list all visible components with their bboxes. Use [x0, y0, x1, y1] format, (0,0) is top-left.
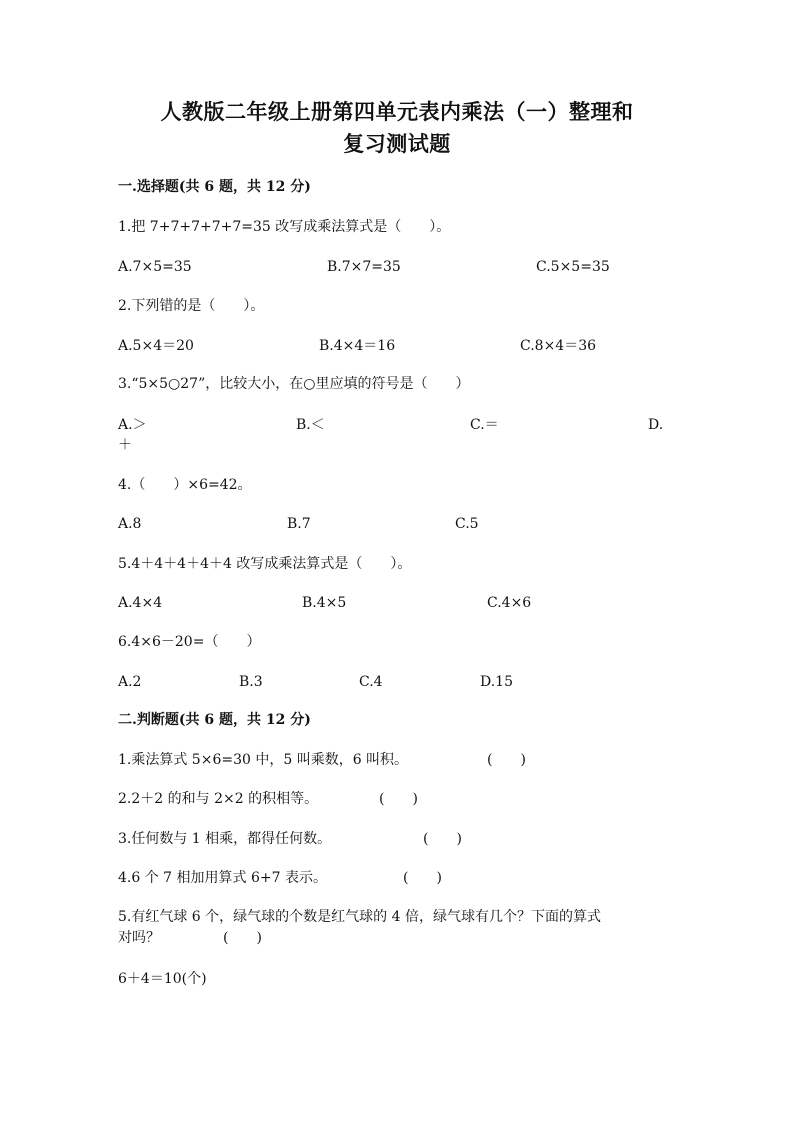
section-heading-choice: 一.选择题(共 6 题，共 12 分)	[118, 179, 311, 195]
answer-blank-2-2: ( )	[379, 791, 418, 807]
question-2-2: 2.2＋2 的和与 2×2 的积相等。	[118, 791, 319, 807]
section-heading-judgement: 二.判断题(共 6 题，共 12 分)	[118, 712, 311, 728]
option-1-2-b: B.4×4＝16	[319, 338, 396, 354]
option-1-6-b: B.3	[239, 674, 263, 690]
answer-blank-2-5: ( )	[223, 930, 262, 946]
option-1-3-b: B.＜	[296, 417, 325, 433]
option-1-4-a: A.8	[118, 516, 142, 532]
option-1-5-b: B.4×5	[302, 595, 347, 611]
title-line-1: 人教版二年级上册第四单元表内乘法（一）整理和	[160, 99, 634, 124]
question-2-5: 5.有红气球 6 个，绿气球的个数是红气球的 4 倍，绿气球有几个？下面的算式	[118, 909, 601, 925]
option-1-4-c: C.5	[455, 516, 479, 532]
option-1-6-c: C.4	[359, 674, 383, 690]
answer-blank-2-4: ( )	[403, 870, 442, 886]
question-2-1: 1.乘法算式 5×6=30 中，5 叫乘数，6 叫积。	[118, 752, 409, 768]
option-1-4-b: B.7	[287, 516, 311, 532]
question-1-1: 1.把 7+7+7+7+7=35 改写成乘法算式是（ ）。	[118, 219, 451, 235]
question-2-3: 3.任何数与 1 相乘，都得任何数。	[118, 831, 332, 847]
page-title	[100, 96, 694, 160]
option-1-5-c: C.4×6	[487, 595, 532, 611]
question-2-4: 4.6 个 7 相加用算式 6+7 表示。	[118, 870, 327, 886]
question-1-3: 3.“5×5○27”，比较大小，在○里应填的符号是（ ）	[118, 376, 470, 392]
question-1-4: 4.（ ）×6=42。	[118, 477, 252, 493]
answer-blank-2-1: ( )	[487, 752, 526, 768]
option-1-3-a: A.＞	[118, 417, 147, 433]
question-1-6: 6.4×6－20=（ ）	[118, 634, 261, 650]
option-1-1-c: C.5×5=35	[536, 259, 610, 275]
option-1-3-d: D.	[648, 417, 664, 433]
option-1-6-a: A.2	[118, 674, 142, 690]
option-1-3-c: C.＝	[470, 417, 499, 433]
option-1-1-b: B.7×7=35	[327, 259, 401, 275]
question-1-5: 5.4＋4＋4＋4＋4 改写成乘法算式是（ ）。	[118, 556, 412, 572]
question-1-2: 2.下列错的是（ ）。	[118, 298, 265, 314]
option-1-2-a: A.5×4＝20	[118, 338, 194, 354]
option-1-5-a: A.4×4	[118, 595, 163, 611]
question-2-5-cont: 对吗？	[118, 930, 160, 946]
option-1-6-d: D.15	[480, 674, 513, 690]
option-1-1-a: A.7×5=35	[118, 259, 192, 275]
question-2-5-formula: 6＋4＝10(个)	[118, 971, 207, 987]
option-1-3-d-symbol: ＋	[118, 437, 132, 453]
title-line-2: 复习测试题	[343, 131, 451, 156]
option-1-2-c: C.8×4＝36	[520, 338, 597, 354]
answer-blank-2-3: ( )	[423, 831, 462, 847]
